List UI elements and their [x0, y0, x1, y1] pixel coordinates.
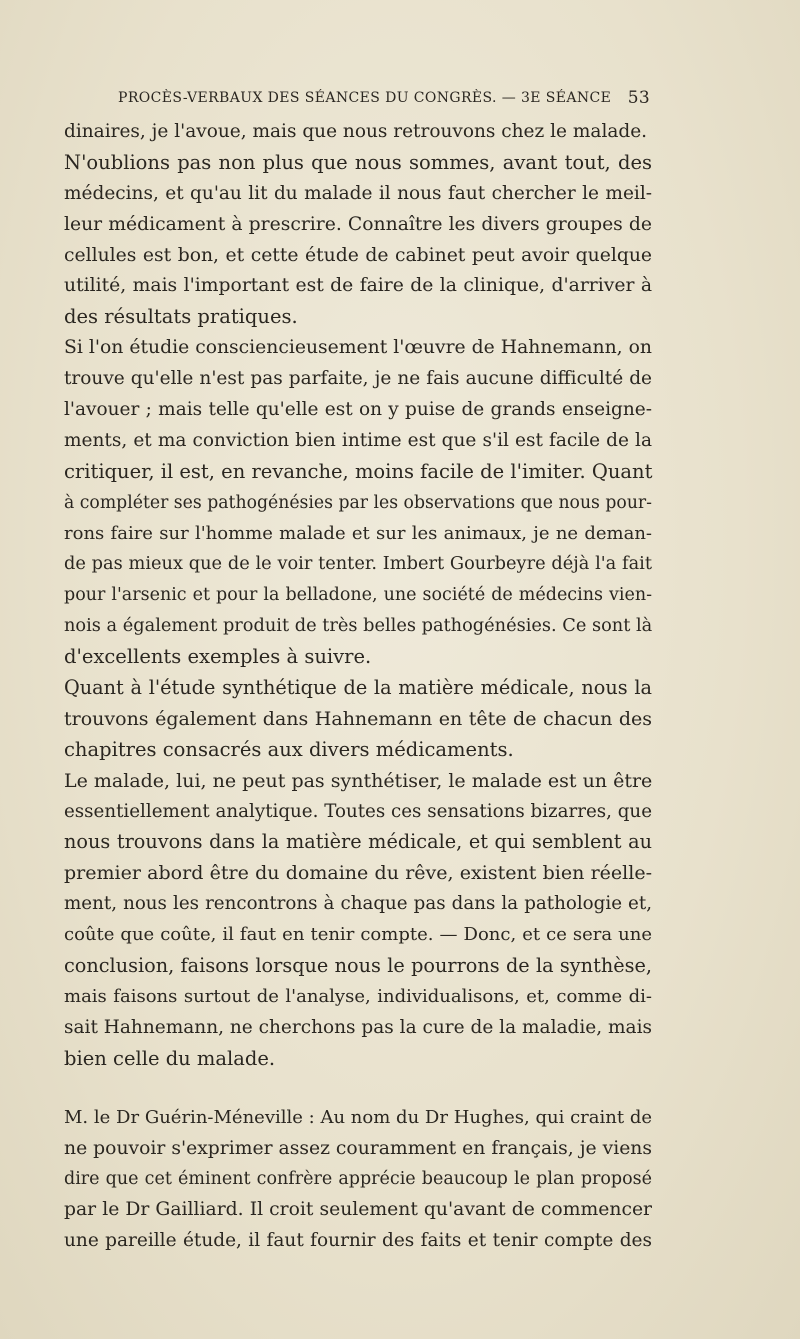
text-line: Si l'on étudie consciencieusement l'œuvre de Hahnemann, on: [64, 337, 652, 359]
text-line: par le Dr Gailliard. Il croit seulement qu'avant de commencer: [64, 1199, 652, 1221]
text-line: trouve qu'elle n'est pas parfaite, je ne fais aucune difficulté de: [64, 368, 652, 390]
paragraph-3: [64, 333, 652, 673]
body-text: [64, 117, 652, 1257]
text-line: dire que cet éminent confrère apprécie beaucoup le plan proposé: [64, 1169, 652, 1190]
text-line: nois a également produit de très belles pathogénésies. Ce sont là: [64, 616, 653, 637]
header-title: PROCÈS-VERBAUX DES SÉANCES DU CONGRÈS. — 3E SÉANCE: [118, 90, 612, 106]
text-line: ments, et ma conviction bien intime est que s'il est facile de la: [64, 429, 652, 451]
text-line: utilité, mais l'important est de faire de la clinique, d'arriver à: [64, 275, 652, 297]
text-line: dinaires, je l'avoue, mais que nous retrouvons chez le malade.: [64, 121, 648, 142]
text-line: rons faire sur l'homme malade et sur les animaux, je ne deman-: [64, 522, 652, 544]
text-line: ne pouvoir s'exprimer assez couramment en français, je viens: [64, 1137, 652, 1159]
text-line: critiquer, il est, en revanche, moins facile de l'imiter. Quant: [64, 459, 653, 483]
text-line: l'avouer ; mais telle qu'elle est on y puise de grands enseigne-: [64, 399, 652, 421]
page-number: 53: [627, 88, 650, 108]
text-line: cellules est bon, et cette étude de cabinet peut avoir quelque: [64, 244, 652, 266]
text-line: à compléter ses pathogénésies par les observations que nous pour-: [64, 492, 652, 513]
text-line: des résultats pratiques.: [64, 305, 298, 329]
paragraph-4: [64, 673, 652, 766]
text-line: sait Hahnemann, ne cherchons pas la cure de la maladie, mais: [64, 1016, 652, 1038]
text-line: leur médicament à prescrire. Connaître les divers groupes de: [64, 213, 652, 235]
text-line: M. le Dr Guérin-Méneville : Au nom du Dr Hughes, qui craint de: [64, 1106, 652, 1128]
text-line: chapitres consacrés aux divers médicaments.: [64, 737, 514, 761]
text-line: d'excellents exemples à suivre.: [64, 645, 372, 669]
paragraph-5: [64, 766, 652, 1075]
text-line: nous trouvons dans la matière médicale, et qui semblent au: [64, 830, 652, 854]
text-line: Le malade, lui, ne peut pas synthétiser, le malade est un être: [64, 769, 653, 792]
text-line: conclusion, faisons lorsque nous le pourrons de la synthèse,: [64, 954, 652, 978]
paragraph-1: [64, 117, 652, 148]
running-header: [118, 86, 650, 112]
text-line: ment, nous les rencontrons à chaque pas dans la pathologie et,: [64, 893, 652, 915]
text-line: premier abord être du domaine du rêve, existent bien réelle-: [64, 862, 652, 885]
text-line: une pareille étude, il faut fournir des faits et tenir compte des: [64, 1230, 652, 1252]
paragraph-6: [64, 1103, 652, 1257]
text-line: de pas mieux que de le voir tenter. Imbert Gourbeyre déjà l'a fait: [64, 554, 652, 575]
paragraph-gap: [64, 1075, 652, 1103]
text-line: mais faisons surtout de l'analyse, individualisons, et, comme di-: [64, 985, 652, 1007]
text-line: pour l'arsenic et pour la belladone, une société de médecins vien-: [64, 585, 652, 606]
text-line: bien celle du malade.: [64, 1046, 276, 1070]
text-line: médecins, et qu'au lit du malade il nous faut chercher le meil-: [64, 182, 652, 204]
text-line: N'oublions pas non plus que nous sommes, avant tout, des: [64, 150, 652, 174]
text-line: coûte que coûte, il faut en tenir compte. — Donc, et ce sera une: [64, 924, 652, 946]
text-line: trouvons également dans Hahnemann en tête de chacun des: [64, 707, 652, 730]
paragraph-2: [64, 148, 652, 333]
text-line: Quant à l'étude synthétique de la matière médicale, nous la: [64, 676, 652, 700]
text-line: essentiellement analytique. Toutes ces sensations bizarres, que: [64, 800, 652, 822]
